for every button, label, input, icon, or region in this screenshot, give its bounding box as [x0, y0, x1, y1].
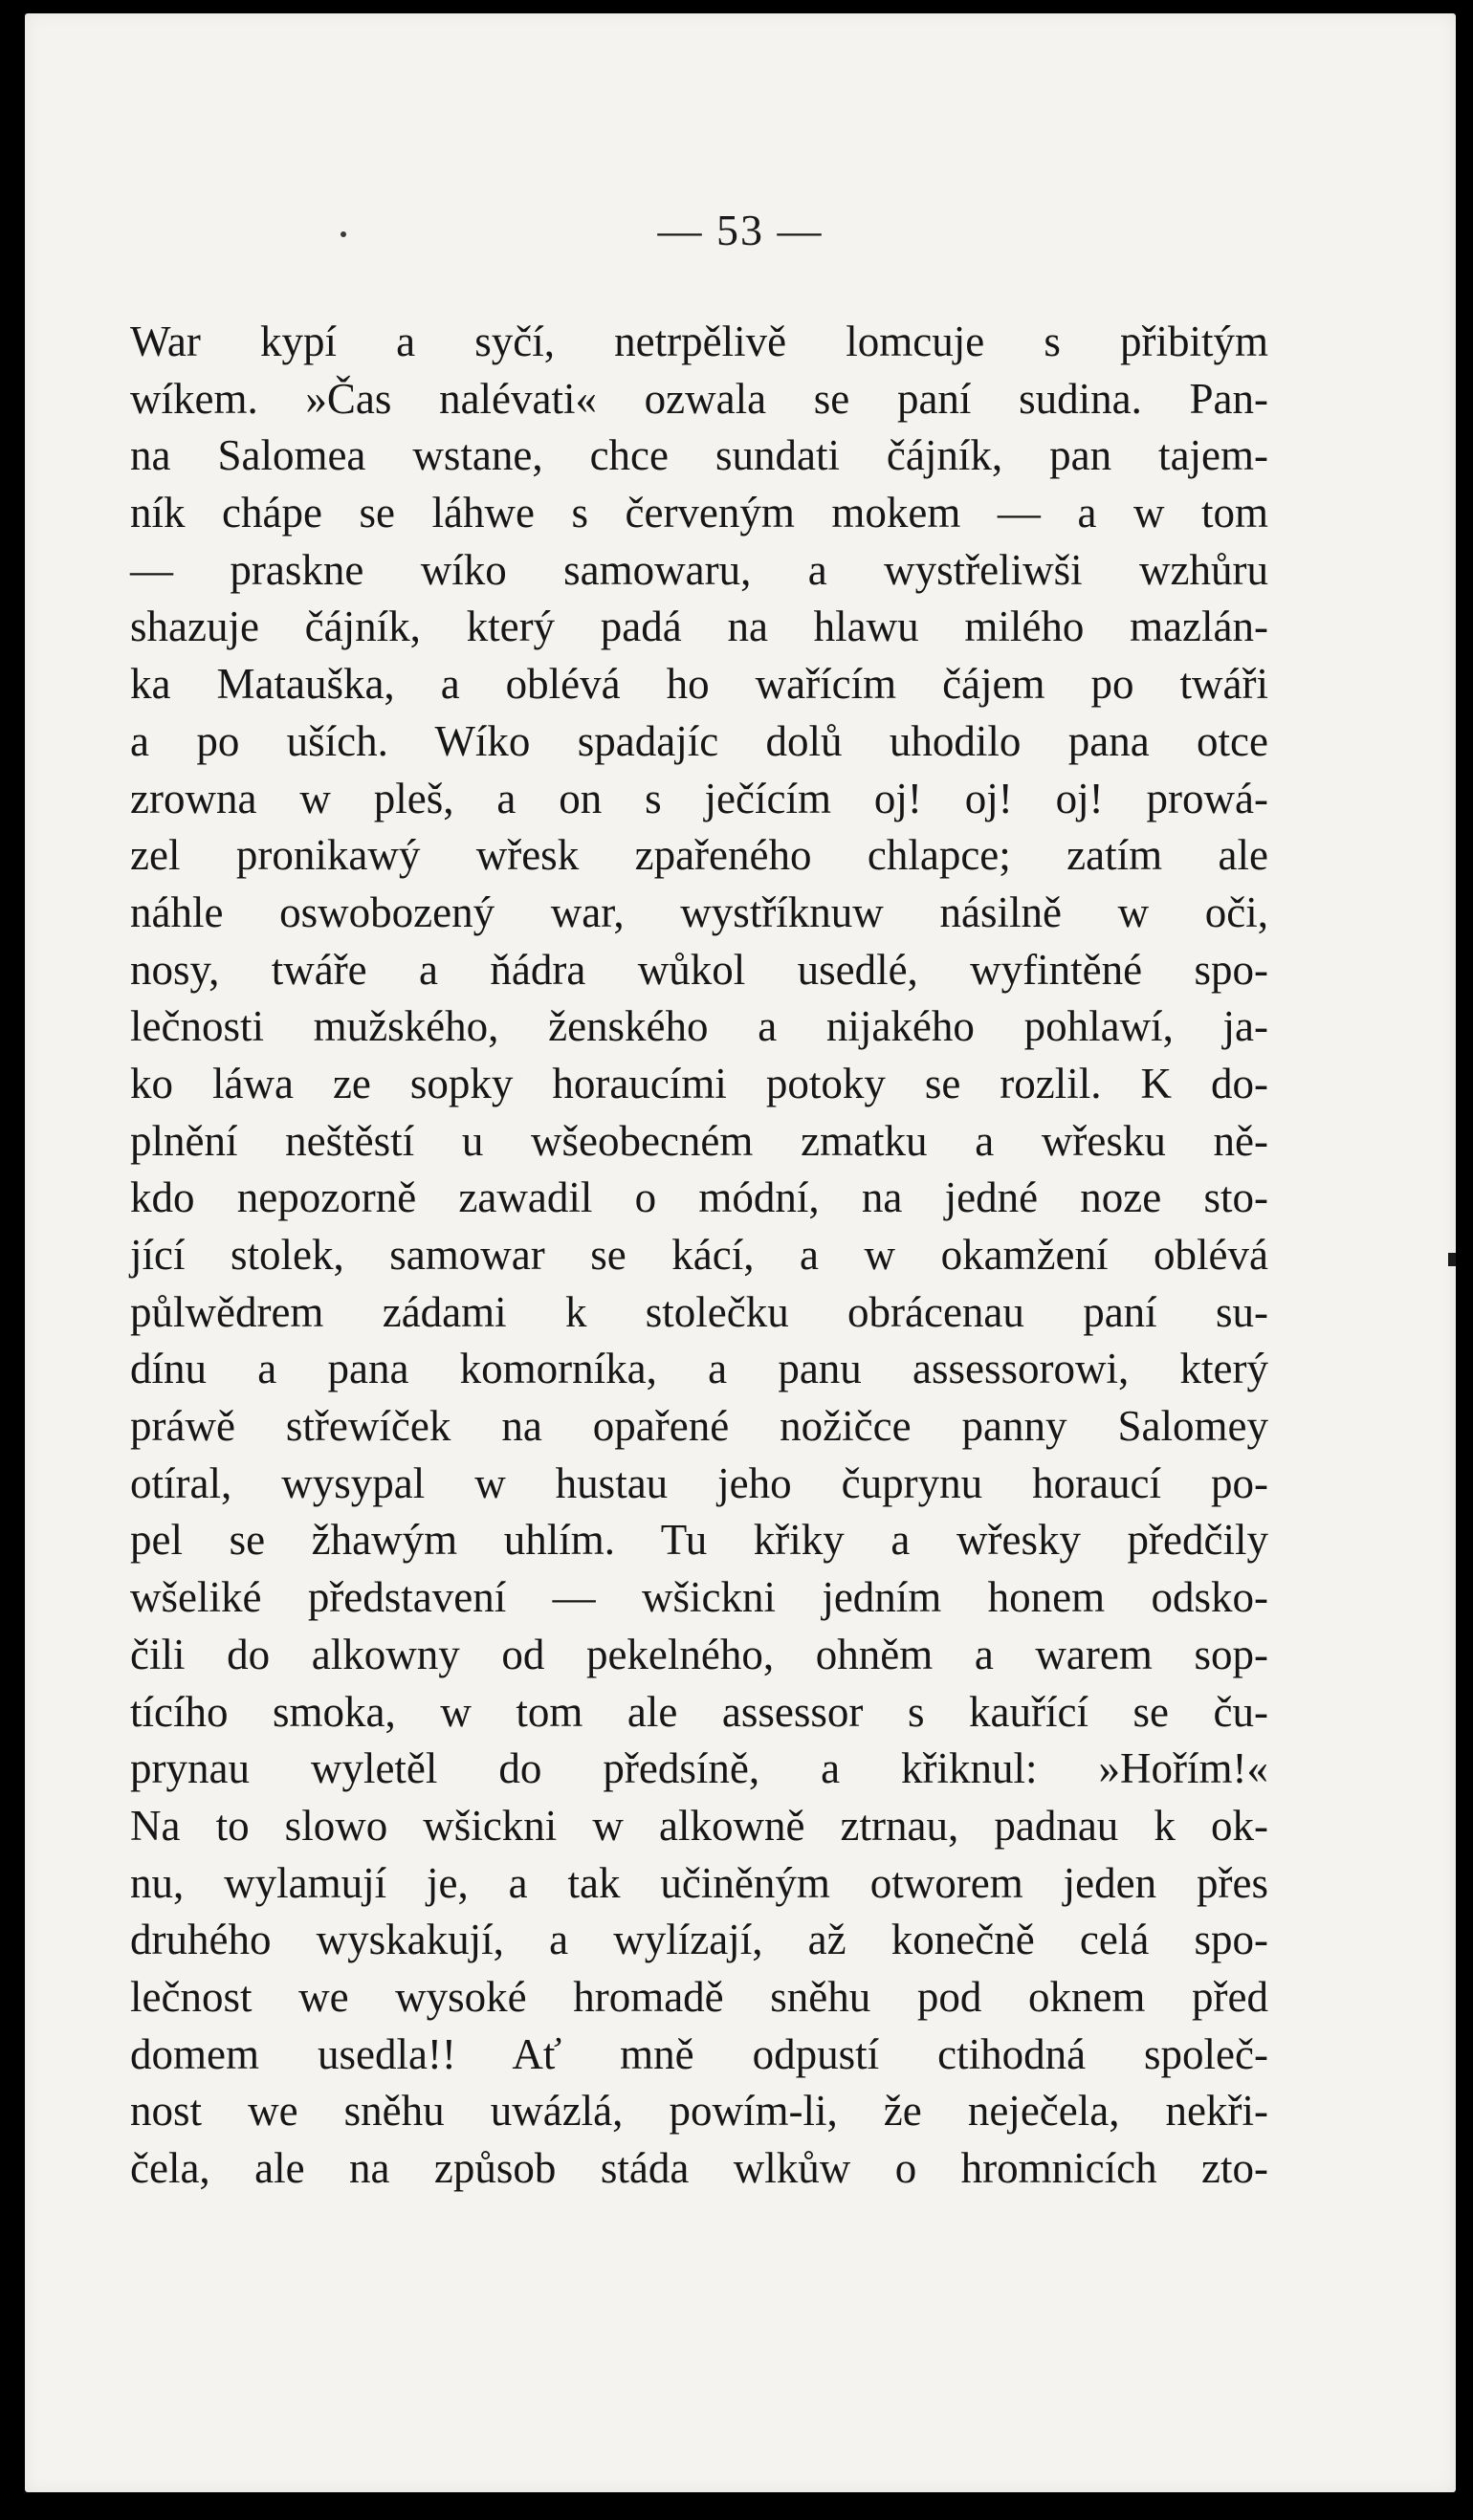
text-line: plnění neštěstí u wšeobecném zmatku a wřesku ně-: [130, 1116, 1268, 1165]
text-line: wšeliké představení — wšickni jedním honem odsko-: [130, 1573, 1268, 1622]
text-line: Na to slowo wšickni w alkowně ztrnau, padnau k ok-: [130, 1801, 1268, 1850]
text-line: — praskne wíko samowaru, a wystřeliwši wzhůru: [130, 545, 1268, 594]
text-line: ka Matauška, a oblévá ho wařícím čájem po twáři: [130, 660, 1268, 709]
text-line: kdo nepozorně zawadil o módní, na jedné noze sto-: [130, 1173, 1268, 1222]
text-line: dínu a pana komorníka, a panu assessorowi, který: [130, 1345, 1268, 1393]
text-line: na Salomea wstane, chce sundati čájník, pan tajem-: [130, 431, 1268, 480]
body-text: [130, 314, 1268, 2198]
text-line: ník chápe se láhwe s červeným mokem — a w tom: [130, 489, 1268, 537]
text-line: nost we sněhu uwázlá, powím-li, že neječela, nekři-: [130, 2087, 1268, 2136]
text-line: lečnost we wysoké hromadě sněhu pod oknem před: [130, 1972, 1268, 2021]
book-page: [25, 13, 1456, 2492]
text-line: práwě střewíček na opařené nožičce panny Salomey: [130, 1402, 1268, 1451]
text-line: nu, wylamují je, a tak učiněným otworem jeden přes: [130, 1858, 1268, 1907]
text-line: náhle oswobozený war, wystříknuw násilně w oči,: [130, 887, 1268, 936]
text-line: ko láwa ze sopky horaucími potoky se rozlil. K do-: [130, 1059, 1268, 1107]
text-line: otíral, wysypal w hustau jeho čuprynu horaucí po-: [130, 1458, 1268, 1507]
text-line: War kypí a syčí, netrpělivě lomcuje s přibitým: [130, 318, 1268, 365]
text-line: a po uších. Wíko spadajíc dolů uhodilo pana otce: [130, 716, 1268, 765]
text-line: prynau wyletěl do předsíně, a křiknul: »Hořím!«: [130, 1744, 1268, 1793]
text-line: zrowna w pleš, a on s ječícím oj! oj! oj! prowá-: [130, 774, 1268, 822]
text-line: pel se žhawým uhlím. Tu křiky a wřesky předčily: [130, 1516, 1268, 1565]
text-line: jící stolek, samowar se kácí, a w okamžení oblévá: [130, 1231, 1268, 1279]
text-line: zel pronikawý wřesk zpařeného chlapce; zatím ale: [130, 831, 1268, 880]
text-line: domem usedla!! Ať mně odpustí ctihodná společ-: [130, 2029, 1268, 2078]
text-line: shazuje čájník, který padá na hlawu milého mazlán-: [130, 603, 1268, 651]
text-line: lečnosti mužského, ženského a nijakého pohlawí, ja-: [130, 1002, 1268, 1051]
page-edge-mark: [1448, 1253, 1456, 1266]
text-line: wíkem. »Čas nalévati« ozwala se paní sudina. Pan-: [130, 374, 1268, 423]
text-line: druhého wyskakují, a wylízají, až konečně celá spo-: [130, 1916, 1268, 1964]
text-line: nosy, twáře a ňádra wůkol usedlé, wyfintěné spo-: [130, 945, 1268, 994]
text-line: půlwědrem zádami k stolečku obrácenau paní su-: [130, 1287, 1268, 1336]
text-line: tícího smoka, w tom ale assessor s kauřící se ču-: [130, 1687, 1268, 1736]
text-line: čili do alkowny od pekelného, ohněm a warem sop-: [130, 1630, 1268, 1678]
page-number: — 53 —: [657, 206, 824, 254]
text-line: čela, ale na způsob stáda wlkůw o hromnicích zto-: [130, 2144, 1268, 2192]
